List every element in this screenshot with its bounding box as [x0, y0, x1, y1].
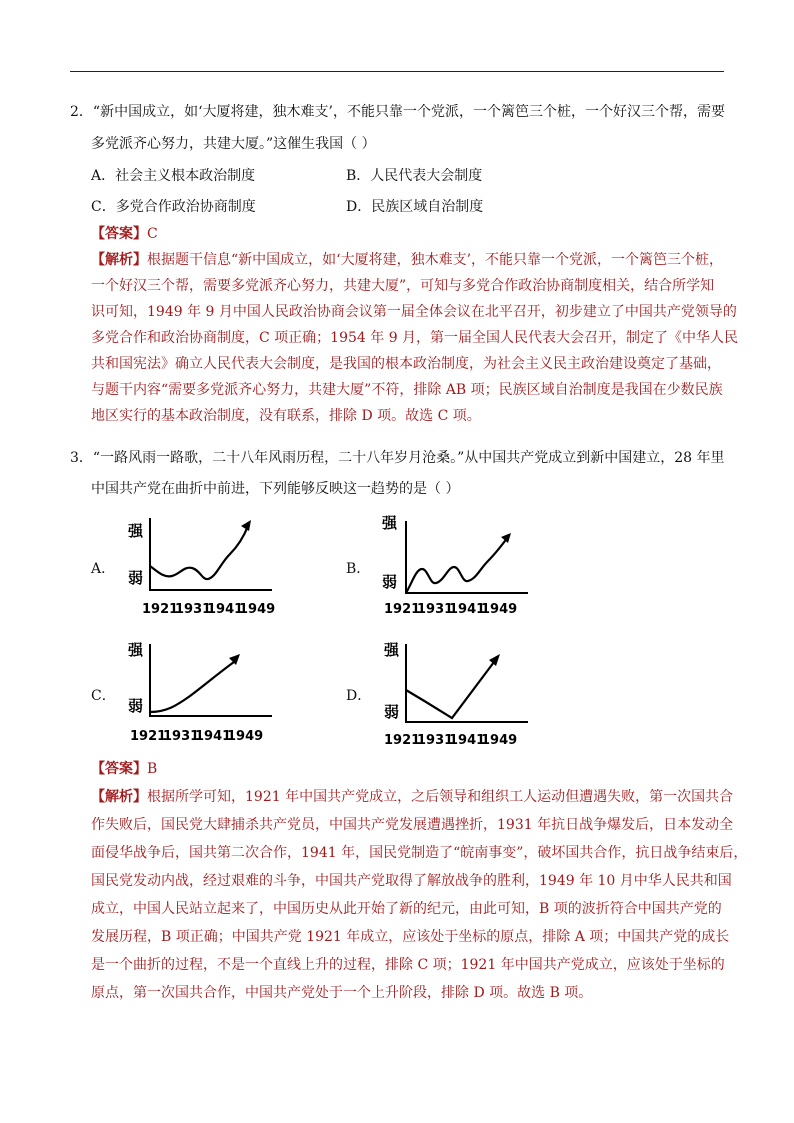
q3-option-b-letter: B．: [346, 561, 371, 577]
q3-analysis-line5: 成立，中国人民站立起来了，中国历史从此开始了新的纪元，由此可知，B 项的波折符合中国共产党的: [91, 901, 722, 917]
year-label-1949: 1949: [227, 729, 264, 744]
q3-stem-line1: 3．“一路风雨一路歌，二十八年风雨历程，二十八年岁月沧桑。”从中国共产党成立到新中国建立，28 年里: [70, 450, 725, 466]
q2-option-b: B．人民代表大会制度: [346, 168, 483, 184]
q2-analysis-line7: 地区实行的基本政治制度，没有联系，排除 D 项。故选 C 项。: [91, 408, 481, 424]
q2-analysis-line6: 与题干内容“需要多党派齐心努力，共建大厦”不符，排除 AB 项；民族区域自治制度是我国在少数民族: [91, 382, 723, 398]
q2-option-a: A．社会主义根本政治制度: [91, 168, 256, 184]
q2-analysis-line3: 识可知，1949 年 9 月中国人民政治协商会议第一届全体会议在北平召开，初步建立了中国共产党领导的: [91, 304, 737, 320]
q2-number: 2．: [70, 104, 93, 120]
q3-analysis-line6: 发展历程，B 项正确；中国共产党 1921 年成立，应该处于坐标的原点，排除 A 项；中国共产党的成长: [91, 929, 730, 945]
year-label-1931: 1931: [417, 602, 454, 617]
chart-strong-label: 强: [384, 641, 400, 659]
q3-analysis-line4: 国民党发动内战，经过艰难的斗争，中国共产党取得了解放战争的胜利，1949 年 10 月中华人民共和国: [91, 873, 732, 889]
year-label-1949: 1949: [481, 602, 518, 617]
year-label-1941: 1941: [449, 602, 486, 617]
q3-analysis-line8: 原点，第一次国共合作，中国共产党处于一个上升阶段，排除 D 项。故选 B 项。: [91, 985, 593, 1001]
trend-line: [406, 662, 494, 718]
chart-axes: [150, 518, 272, 590]
q3-option-c-letter: C．: [91, 688, 116, 704]
chart-strong-label: 强: [382, 514, 398, 532]
q3-number: 3．: [70, 450, 93, 466]
year-label-1921: 1921: [130, 729, 167, 744]
year-label-1921: 1921: [384, 602, 421, 617]
q3-analysis-line3: 面侵华战争后，国共第二次合作，1941 年，国民党制造了“皖南事变”，破坏国共合作，抗日战争结束后，: [91, 845, 748, 861]
q3-option-b-chart: [376, 511, 536, 619]
chart-weak-label: 弱: [128, 569, 144, 587]
trend-line: [150, 662, 234, 712]
chart-weak-label: 弱: [128, 697, 144, 715]
q2-analysis-line5: 共和国宪法》确立人民代表大会制度，是我国的根本政治制度，为社会主义民主政治建设奠定了基础，: [91, 356, 721, 372]
q3-option-d-chart: [376, 638, 536, 746]
q2-option-c: C．多党合作政治协商制度: [91, 199, 256, 215]
year-label-1949: 1949: [481, 733, 518, 746]
chart-weak-label: 弱: [382, 573, 398, 591]
q3-option-c-chart: [120, 638, 280, 746]
year-label-1941: 1941: [195, 729, 232, 744]
q2-option-d: D．民族区域自治制度: [346, 199, 484, 215]
year-label-1931: 1931: [163, 729, 200, 744]
trend-arrow: [489, 654, 500, 666]
trend-line: [150, 526, 248, 579]
q3-answer: 【答案】B: [91, 761, 158, 777]
q3-stem-line2: 中国共产党在曲折中前进，下列能够反映这一趋势的是（ ）: [91, 481, 460, 497]
chart-strong-label: 强: [128, 522, 144, 540]
year-label-1941: 1941: [449, 733, 486, 746]
q3-option-a-letter: A．: [91, 561, 116, 577]
year-label-1921: 1921: [384, 733, 421, 746]
q3-option-a-chart: [120, 516, 280, 620]
q3-option-d-letter: D．: [346, 688, 372, 704]
trend-line: [406, 537, 508, 593]
q2-analysis-line4: 多党合作和政治协商制度，C 项正确；1954 年 9 月，第一届全国人民代表大会召开，制定了《中华人民: [91, 330, 739, 346]
year-label-1931: 1931: [417, 733, 454, 746]
q3-analysis-line1: 【解析】根据所学可知，1921 年中国共产党成立，之后领导和组织工人运动但遭遇失败，第一次国共合: [91, 789, 734, 805]
q2-stem-line2: 多党派齐心努力，共建大厦。”这催生我国（ ）: [91, 136, 376, 152]
year-label-1921: 1921: [142, 602, 179, 617]
chart-weak-label: 弱: [384, 703, 400, 721]
q2-stem-line1: 2．“新中国成立，如‘大厦将建，独木难支’，不能只靠一个党派，一个篱笆三个桩，一个好汉三个帮，需要: [70, 104, 725, 120]
q3-analysis-line2: 作失败后，国民党大肆捕杀共产党员，中国共产党发展遭遇挫折，1931 年抗日战争爆发后，日本发动全: [91, 817, 734, 833]
q2-answer: 【答案】C: [91, 226, 158, 242]
q2-analysis-line1: 【解析】根据题干信息“新中国成立，如‘大厦将建，独木难支’，不能只靠一个党派，一个篱笆三个桩，: [91, 252, 724, 268]
trend-arrow: [501, 533, 511, 543]
q3-analysis-line7: 是一个曲折的过程，不是一个直线上升的过程，排除 C 项；1921 年中国共产党成立，应该处于坐标的: [91, 957, 725, 973]
header-rule: [70, 71, 724, 72]
q2-analysis-line2: 一个好汉三个帮，需要多党派齐心努力，共建大厦”，可知与多党合作政治协商制度相关，结合所学知: [91, 278, 715, 294]
chart-axes: [406, 644, 528, 722]
year-label-1931: 1931: [175, 602, 212, 617]
year-label-1949: 1949: [239, 602, 276, 617]
year-label-1941: 1941: [207, 602, 244, 617]
chart-strong-label: 强: [128, 641, 144, 659]
